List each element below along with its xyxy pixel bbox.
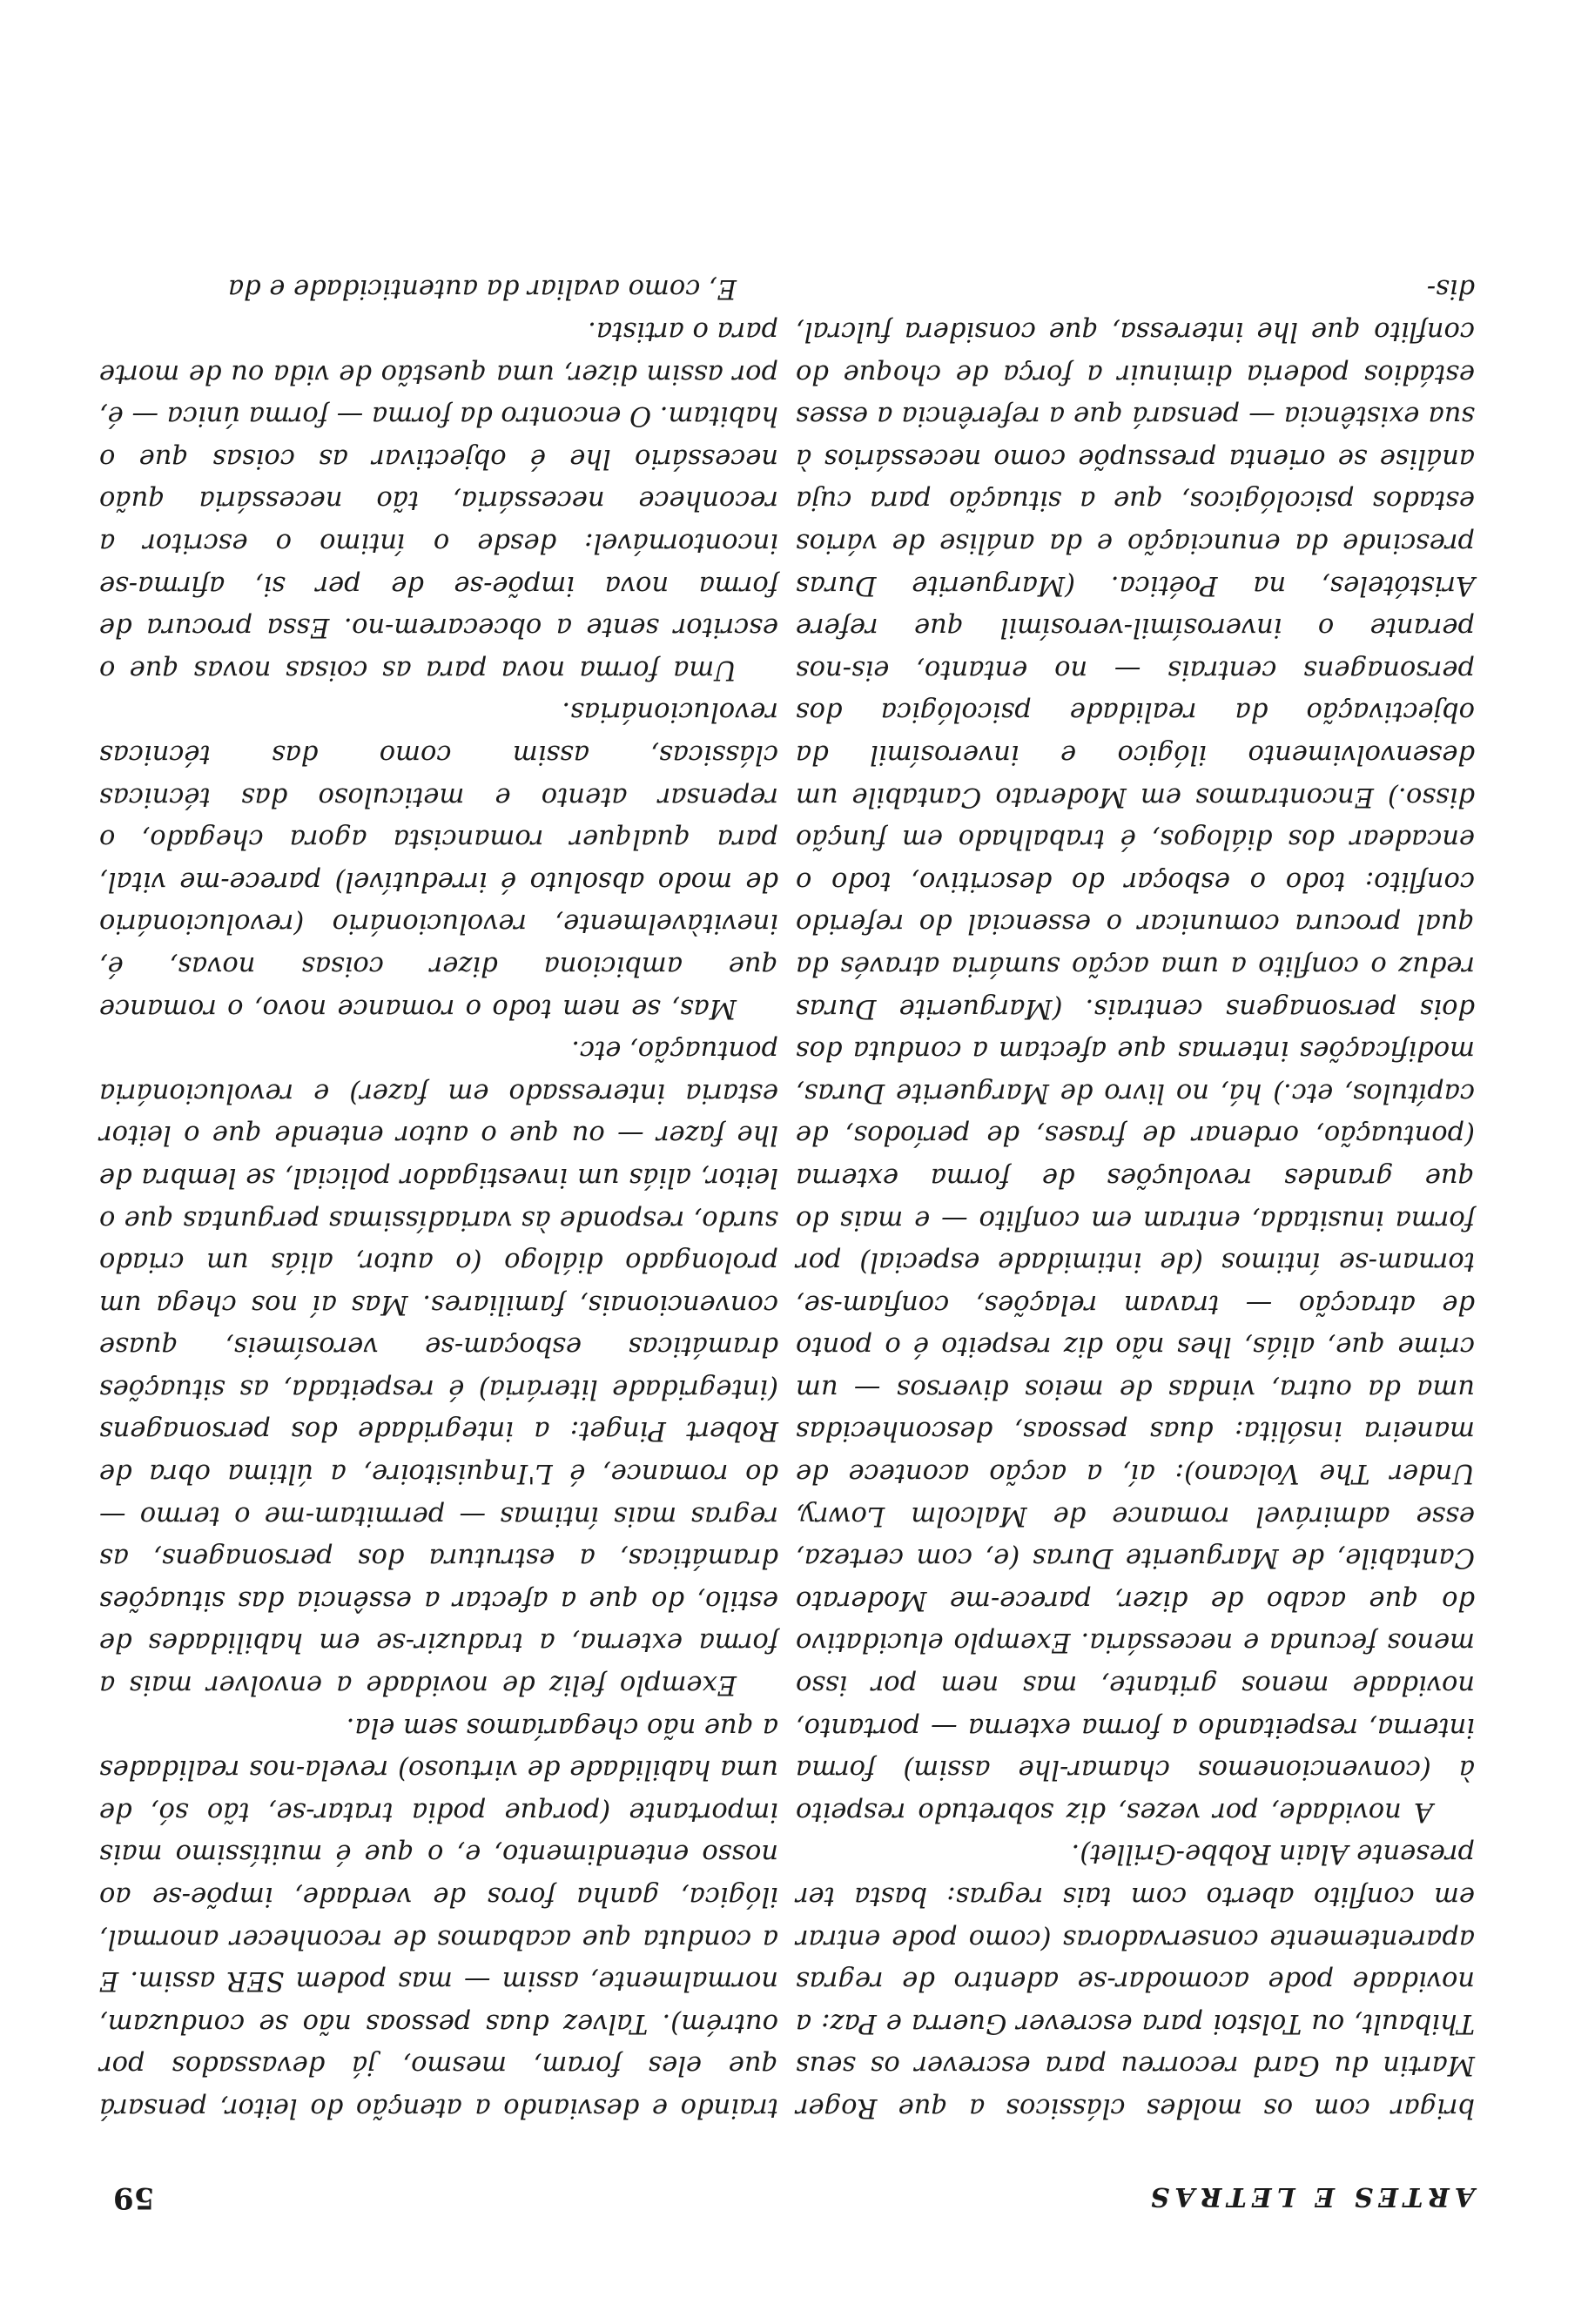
running-title: ARTES E LETRAS: [1145, 2181, 1475, 2212]
paragraph: traindo e desviando a atenção do leitor, pensará que eles foram, mesmo, já devassados por outrém). Talvez duas pessoas não se conduzam, normalmente, assim — mas podem SER assim. E a conduta que acabamos de reconhecer anormal, ilógica, ganha foros de verdade, impõe-se ao nosso entendimento, e, o que é muitíssimo mais importante (porque podia tratar-se, tão só, de uma habilidade de virtuoso) revela-nos realidades a que não chegaríamos sem ela.: [99, 1711, 778, 2123]
text-column-left: [796, 267, 1475, 2128]
paragraph: Exemplo feliz de novidade a envolver mais a forma externa, a traduzir-se em habilidades de estilo, do que a afectar a essência das situações dramáticas, a estrutura dos personagens, as regras mais íntimas — permitam-me o termo — do romance, é L'Inquisitoire, a última obra de Robert Pinget: a integridade dos personagens (integridade literária) é respeitada, as situações dramáticas esboçam-se verosímeis, quase convencionais, familiares. Mas aí nos chega um prolongado diálogo (o autor, aliás um criado surdo, responde às variadíssimas perguntas que o leitor, aliás um investigador policial, se lembra de lhe fazer — ou que o autor entende que o leitor estaria interessado em fazer) e revolucionária pontuação, etc.: [99, 1035, 778, 1701]
paragraph: Mas, se nem todo o romance novo, o romance que ambiciona dizer coisas novas, é, inevitàvelmente, revolucionário (revolucionário de modo absoluto é irredutível) parece-me vital, para qualquer romancista agora chegado, o repensar atento e meticuloso das técnicas clássicas, assim como das técnicas revolucionárias.: [99, 696, 778, 1024]
page-number: 59: [113, 2180, 155, 2215]
text-column-right: [99, 267, 778, 2128]
paragraph: brigar com os moldes clássicos a que Roger Martin du Gard recorreu para escrever os seus Thibault, ou Tolstoi para escrever Guerra e Paz: a novidade pode acomodar-se adentro de regras aparentemente conservadoras (como pode entrar em conflito aberto com tais regras: basta ter presente Alain Robbe-Grillet).: [796, 1838, 1475, 2123]
paragraph: Uma forma nova para as coisas novas que o escritor sente a obcecarem-no. Essa procura de forma nova impõe-se de per si, afirma-se incontornável: desde o íntimo o escritor a reconhece necessária, tão necessária quão necessário lhe é objectivar as coisas que o habitam. O encontro da forma — forma única — é, por assim dizer, uma questão de vida ou de morte para o artista.: [99, 316, 778, 685]
page-header: [113, 2172, 1475, 2215]
paragraph: A novidade, por vezes, diz sobretudo respeito à (convencionemos chamar-lhe assim) forma interna, respeitando a forma externa — portanto, novidade menos gritante, mas nem por isso menos fecunda e necessária. Exemplo elucidativo do que acabo de dizer, parece-me Moderato Cantabile, de Marguerite Duras (e, com certeza, esse admirável romance de Malcolm Lowry, Under The Volcano): aí, a acção acontece de maneira insólita: duas pessoas, desconhecidas uma da outra, vindas de meios diversos — um crime que, aliás, lhes não diz respeito é o ponto de atracção — travam relações, confiam-se, tornam-se íntimos (de intimidade especial) por forma inusitada, entram em conflito — e mais do que grandes revoluções de forma externa (pontuação, ordenar de frases, de períodos, de capítulos, etc.) há, no livro de Marguerite Duras, modificações internas que afectam a conduta dos dois personagens centrais. (Marguerite Duras reduz o conflito a uma acção sumária através da qual procura comunicar o essencial do referido conflito: todo o esboçar do descritivo, todo o encadear dos diálogos, é trabalhado em função disso.) Encontramos em Moderato Cantabile um desenvolvimento ilógico e inverosímil da objectivação da realidade psicológica dos personagens centrais — no entanto, eis-nos perante o inverosímil-verosímil que refere Aristóteles, na Poética. (Marguerite Duras prescinde da enunciação e da análise de vários estados psicológicos, que a situação para cuja análise se orienta pressupõe como necessários à sua existência — pensará que a referência a esses estádios poderia diminuir a força de choque do conflito que lhe interessa, que considera fulcral, dis-: [796, 273, 1475, 1827]
paragraph: E, como avaliar da autenticidade e da: [227, 273, 737, 305]
